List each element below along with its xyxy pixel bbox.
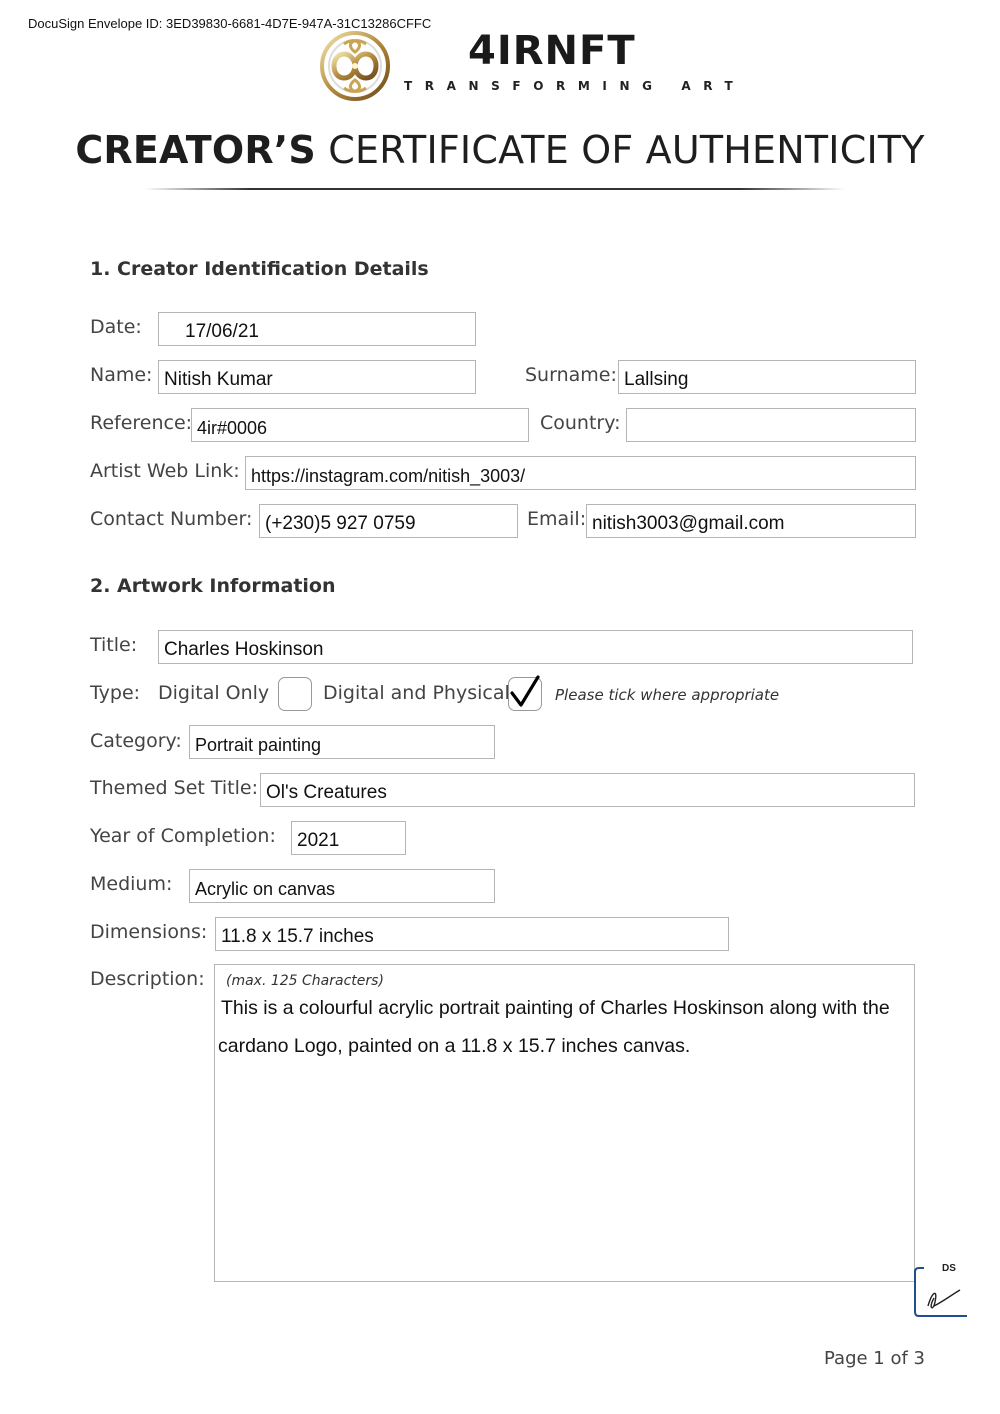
surname-field[interactable]: Lallsing (618, 360, 916, 394)
contact-label: Contact Number: (90, 508, 253, 530)
email-label: Email: (527, 508, 587, 530)
envelope-id: DocuSign Envelope ID: 3ED39830-6681-4D7E-947A-31C13286CFFC (28, 16, 432, 31)
medium-label: Medium: (90, 873, 173, 895)
brand-logo-icon (314, 30, 396, 102)
description-label: Description: (90, 968, 205, 990)
dimensions-label: Dimensions: (90, 921, 208, 943)
docusign-label: DS (942, 1263, 956, 1274)
name-label: Name: (90, 364, 153, 386)
type-digital-physical-label: Digital and Physical (323, 682, 510, 704)
medium-field[interactable]: Acrylic on canvas (189, 869, 495, 903)
page-title-bold: CREATOR’S (75, 128, 316, 172)
category-field[interactable]: Portrait painting (189, 725, 495, 759)
docusign-initials-badge (914, 1262, 968, 1318)
themed-label: Themed Set Title: (90, 777, 258, 799)
weblink-field[interactable]: https://instagram.com/nitish_3003/ (245, 456, 916, 490)
brand-name: 4IRNFT (468, 28, 636, 74)
section-artwork-heading: 2. Artwork Information (90, 575, 336, 597)
date-label: Date: (90, 316, 142, 338)
email-field[interactable]: nitish3003@gmail.com (586, 504, 916, 538)
type-label: Type: (90, 682, 141, 704)
year-field[interactable]: 2021 (291, 821, 406, 855)
reference-field[interactable]: 4ir#0006 (191, 408, 529, 442)
reference-label: Reference: (90, 412, 193, 434)
weblink-label: Artist Web Link: (90, 460, 240, 482)
description-line-2: cardano Logo, painted on a 11.8 x 15.7 inches canvas. (218, 1035, 691, 1057)
country-label: Country: (540, 412, 621, 434)
signature-bracket-icon (914, 1262, 968, 1318)
name-field[interactable]: Nitish Kumar (158, 360, 476, 394)
description-line-1: This is a colourful acrylic portrait painting of Charles Hoskinson along with the (221, 997, 890, 1019)
description-hint: (max. 125 Characters) (226, 973, 384, 989)
title-label: Title: (90, 634, 138, 656)
country-field[interactable] (626, 408, 916, 442)
section-creator-heading: 1. Creator Identification Details (90, 258, 429, 280)
surname-label: Surname: (525, 364, 617, 386)
checkmark-icon (508, 674, 542, 708)
title-field[interactable]: Charles Hoskinson (158, 630, 913, 664)
themed-field[interactable]: Ol's Creatures (260, 773, 915, 807)
brand-tagline: TRANSFORMING ART (404, 79, 746, 93)
category-label: Category: (90, 730, 182, 752)
type-digital-only-label: Digital Only (158, 682, 270, 704)
page-number: Page 1 of 3 (824, 1348, 925, 1369)
type-digital-physical-checkbox[interactable] (508, 677, 542, 711)
page-title (0, 128, 1000, 172)
description-text (218, 989, 918, 1065)
type-hint: Please tick where appropriate (555, 686, 780, 704)
contact-field[interactable]: (+230)5 927 0759 (259, 504, 518, 538)
type-digital-only-checkbox[interactable] (278, 677, 312, 711)
title-divider (145, 188, 845, 190)
page-title-light: CERTIFICATE OF AUTHENTICITY (328, 128, 925, 172)
year-label: Year of Completion: (90, 825, 276, 847)
dimensions-field[interactable]: 11.8 x 15.7 inches (215, 917, 729, 951)
date-field[interactable]: 17/06/21 (158, 312, 476, 346)
